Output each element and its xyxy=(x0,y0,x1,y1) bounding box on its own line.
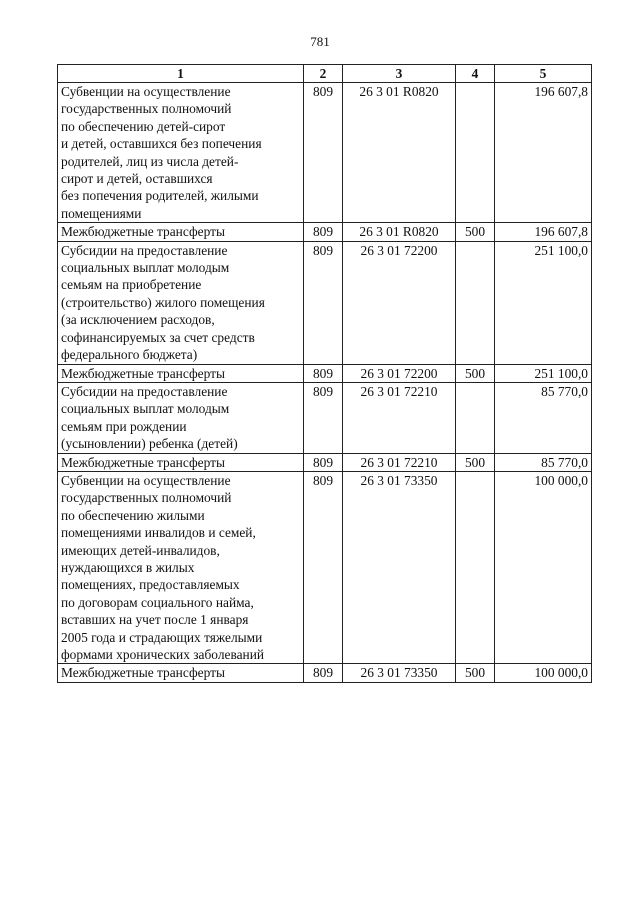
row-name-line: помещениями инвалидов и семей, xyxy=(61,525,256,541)
row-article: 26 3 01 R0820 xyxy=(343,83,456,223)
row-name-line: по обеспечению детей-сирот xyxy=(61,118,226,134)
row-article: 26 3 01 73350 xyxy=(343,471,456,663)
row-name xyxy=(58,241,304,364)
row-article: 26 3 01 R0820 xyxy=(343,223,456,241)
table-row xyxy=(58,83,592,223)
row-amount: 85 770,0 xyxy=(495,382,592,453)
row-name-line: Межбюджетные трансферты xyxy=(61,454,225,470)
row-amount: 100 000,0 xyxy=(495,664,592,682)
header-col-4: 4 xyxy=(456,65,495,83)
row-code: 809 xyxy=(304,223,343,241)
row-name xyxy=(58,664,304,682)
row-name xyxy=(58,453,304,471)
row-name xyxy=(58,223,304,241)
row-name-line: по договорам социального найма, xyxy=(61,594,254,610)
row-code: 809 xyxy=(304,664,343,682)
row-type: 500 xyxy=(456,364,495,382)
row-article: 26 3 01 73350 xyxy=(343,664,456,682)
row-code: 809 xyxy=(304,241,343,364)
row-amount: 196 607,8 xyxy=(495,83,592,223)
row-name-line: Субвенции на осуществление xyxy=(61,472,231,488)
table-row xyxy=(58,382,592,453)
table-row xyxy=(58,223,592,241)
row-amount: 196 607,8 xyxy=(495,223,592,241)
row-article: 26 3 01 72210 xyxy=(343,382,456,453)
row-name-line: (усыновлении) ребенка (детей) xyxy=(61,436,238,452)
table-row xyxy=(58,453,592,471)
row-name-line: (за исключением расходов, xyxy=(61,312,215,328)
budget-table xyxy=(57,64,592,683)
row-code: 809 xyxy=(304,471,343,663)
row-code: 809 xyxy=(304,453,343,471)
row-code: 809 xyxy=(304,83,343,223)
table-row xyxy=(58,364,592,382)
row-name-line: Межбюджетные трансферты xyxy=(61,224,225,240)
row-name-line: помещениях, предоставляемых xyxy=(61,577,240,593)
row-name-line: Межбюджетные трансферты xyxy=(61,665,225,681)
row-name-line: семьям при рождении xyxy=(61,418,187,434)
row-name-line: и детей, оставшихся без попечения xyxy=(61,136,262,152)
table-row xyxy=(58,664,592,682)
row-amount: 251 100,0 xyxy=(495,241,592,364)
row-name-line: семьям на приобретение xyxy=(61,277,202,293)
row-name-line: нуждающихся в жилых xyxy=(61,559,195,575)
row-name-line: Субсидии на предоставление xyxy=(61,383,228,399)
row-name-line: родителей, лиц из числа детей- xyxy=(61,153,239,169)
header-col-3: 3 xyxy=(343,65,456,83)
row-type xyxy=(456,471,495,663)
header-row xyxy=(58,65,592,83)
row-article: 26 3 01 72200 xyxy=(343,364,456,382)
row-name xyxy=(58,382,304,453)
row-name-line: 2005 года и страдающих тяжелыми xyxy=(61,629,263,645)
row-name-line: государственных полномочий xyxy=(61,490,232,506)
row-article: 26 3 01 72210 xyxy=(343,453,456,471)
row-name-line: по обеспечению жилыми xyxy=(61,507,205,523)
row-name-line: социальных выплат молодым xyxy=(61,401,230,417)
row-code: 809 xyxy=(304,382,343,453)
row-name-line: без попечения родителей, жилыми xyxy=(61,188,259,204)
row-type: 500 xyxy=(456,453,495,471)
header-col-1: 1 xyxy=(58,65,304,83)
row-name-line: Субвенции на осуществление xyxy=(61,84,231,99)
row-name-line: Межбюджетные трансферты xyxy=(61,365,225,381)
table-row xyxy=(58,241,592,364)
row-name xyxy=(58,471,304,663)
row-name-line: государственных полномочий xyxy=(61,101,232,117)
row-name-line: федерального бюджета) xyxy=(61,347,198,363)
row-type: 500 xyxy=(456,223,495,241)
table-body xyxy=(58,83,592,683)
page-number: 781 xyxy=(310,34,330,49)
row-name-line: софинансируемых за счет средств xyxy=(61,329,255,345)
row-type: 500 xyxy=(456,664,495,682)
row-amount: 100 000,0 xyxy=(495,471,592,663)
row-type xyxy=(456,382,495,453)
row-name-line: вставших на учет после 1 января xyxy=(61,612,249,628)
row-name xyxy=(58,83,304,223)
row-amount: 85 770,0 xyxy=(495,453,592,471)
row-name-line: сирот и детей, оставшихся xyxy=(61,171,213,187)
row-name-line: помещениями xyxy=(61,205,142,221)
row-name-line: Субсидии на предоставление xyxy=(61,242,228,258)
row-type xyxy=(456,241,495,364)
table-row xyxy=(58,471,592,663)
row-code: 809 xyxy=(304,364,343,382)
row-name-line: (строительство) жилого помещения xyxy=(61,294,265,310)
row-name-line: имеющих детей-инвалидов, xyxy=(61,542,220,558)
row-article: 26 3 01 72200 xyxy=(343,241,456,364)
row-name-line: формами хронических заболеваний xyxy=(61,647,265,662)
row-name xyxy=(58,364,304,382)
header-col-2: 2 xyxy=(304,65,343,83)
row-amount: 251 100,0 xyxy=(495,364,592,382)
row-name-line: социальных выплат молодым xyxy=(61,260,230,276)
row-type xyxy=(456,83,495,223)
header-col-5: 5 xyxy=(495,65,592,83)
